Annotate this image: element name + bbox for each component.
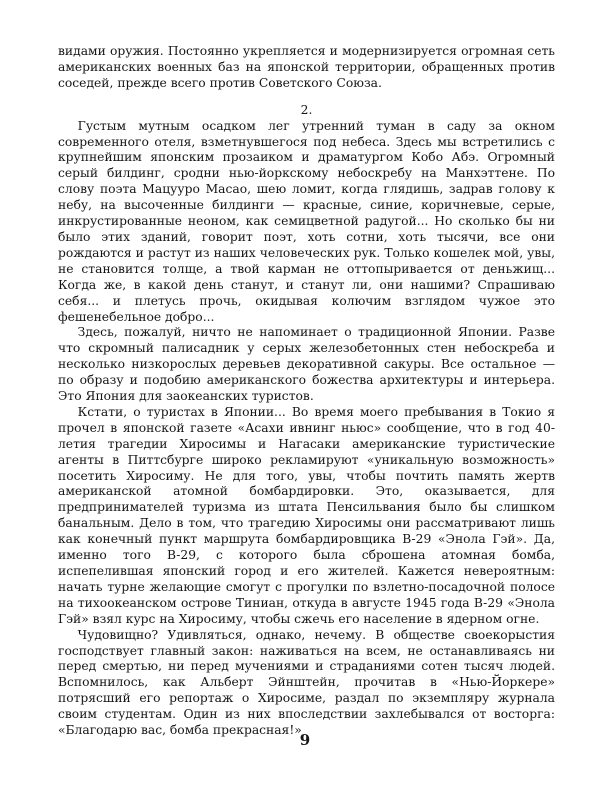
paragraph-monstrous: Чудовищно? Удивляться, однако, нечему. В обществе своекорыстия господствует главный закон: наживаться на всем, не останавливаясь ни перед смертью, ни перед мучениями и страданиями сотен тысяч людей. Вспомнилось, как Альберт Эйнштейн, прочитав в «Нью-Йоркере» потрясший его репортаж о Хиросиме, раздал по экземпляру журнала своим студентам. Один из них впоследствии захлебывался от восторга: «Благодарю вас, бомба прекрасная!»	[58, 627, 555, 738]
paragraph-traditional-japan: Здесь, пожалуй, ничто не напоминает о традиционной Японии. Разве что скромный палисадник у серых железобетонных стен небоскреба и несколько низкорослых деревьев декоративной сакуры. Все остальное — по образу и подобию американского божества архитектуры и интерьера. Это Япония для заокеанских туристов.	[58, 325, 555, 404]
document-page	[58, 44, 555, 739]
paragraph-tourists: Кстати, о туристах в Японии... Во время моего пребывания в Токио я прочел в японской газете «Асахи ивнинг ньюс» сообщение, что в год 40-летия трагедии Хиросимы и Нагасаки американские туристические агенты в Питтсбурге широко рекламируют «уникальную возможность» посетить Хиросиму. Не для того, увы, чтобы почтить память жертв американской атомной бомбардировки. Это, оказывается, для предпринимателей туризма из штата Пенсильвания было бы слишком банальным. Дело в том, что трагедию Хиросимы они рассматривают лишь как конечный пункт маршрута бомбардировщика B-29 «Энола Гэй». Да, именно того B-29, с которого была сброшена атомная бомба, испепелившая японский город и его жителей. Кажется невероятным: начать турне желающие смогут с прогулки по взлетно-посадочной полосе на тихоокеанском острове Тиниан, откуда в августе 1945 года B-29 «Энола Гэй» взял курс на Хиросиму, чтобы сжечь его население в ядерном огне.	[58, 404, 555, 626]
intro-paragraph: видами оружия. Постоянно укрепляется и модернизируется огромная сеть американских военных баз на японской территории, обращенных против соседей, прежде всего против Советского Союза.	[58, 44, 555, 90]
page-number: 9	[299, 731, 311, 749]
section-number: 2.	[300, 102, 313, 117]
paragraph-fog-hotel: Густым мутным осадком лег утренний туман в саду за окном современного отеля, взметнувшегося под небеса. Здесь мы встретились с крупнейшим японским прозаиком и драматургом Кобо Абэ. Огромный серый билдинг, сродни нью-йоркскому небоскребу на Манхэттене. По слову поэта Мацууро Масао, шею ломит, когда глядишь, задрав голову к небу, на высоченные билдинги — красные, синие, коричневые, серые, инкрустированные неоном, как семицветной радугой... Но сколько бы ни было этих зданий, говорит поэт, хоть сотни, хоть тысячи, все они рождаются и растут из наших человеческих рук. Только кошелек мой, увы, не становится толще, а твой карман не оттопыривается от деньжищ... Когда же, в какой день станут, и станут ли, они нашими? Спрашиваю себя... и плетусь прочь, окидывая колючим взглядом чужое это фешенебельное добро...	[58, 118, 555, 324]
